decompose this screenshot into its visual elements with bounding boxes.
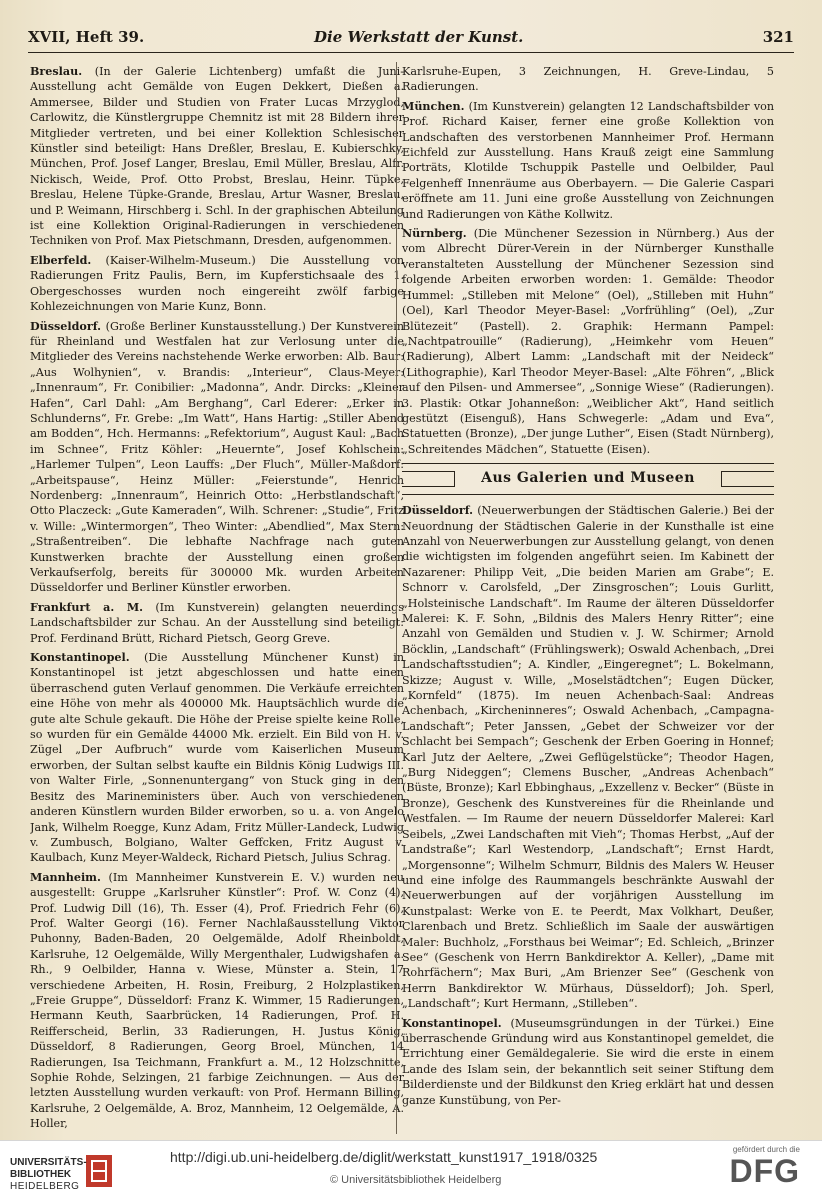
dfg-logo[interactable] [690,1145,800,1197]
ornament-left [402,471,455,487]
library-name-1: UNIVERSITÄTS- [10,1157,87,1168]
header-rule [28,52,794,53]
entry-elberfeld: Elberfeld. (Kaiser-Wilhelm-Museum.) Die Ausstellung von Radierungen Fritz Paulis, Bern, im Kupferstichsaale des 1. Obergeschosses wurden noch eingereiht zwölf farbige Kohlezeichnungen von Marie Kunz, Bonn. [30,253,404,314]
library-name-3: HEIDELBERG [10,1181,80,1192]
running-header [28,24,794,52]
library-name-2: BIBLIOTHEK [10,1169,72,1180]
entry-frankfurt: Frankfurt a. M. (Im Kunstverein) gelangten neuerdings Landschaftsbilder zur Schau. An der Ausstellung sind beteiligt: Prof. Ferdinand Brütt, Richard Pietsch, Georg Greve. [30,600,404,645]
viewer-footer [0,1140,822,1202]
entry-muenchen: München. (Im Kunstverein) gelangten 12 Landschaftsbilder von Prof. Richard Kaiser, ferner eine große Kollektion von Landschaften des verstorbenen Mannheimer Prof. Hermann Eichfeld zur Ausstellung. Hans Krauß zeigt eine Sammlung Porträts, Klotilde Tschuppik Pastelle und Oelbilder, Paul Felgenheff Innenräume aus Oberbayern. — Die Galerie Caspari eröffnete am 11. Juni eine große Ausstellung von Zeichnungen und Radierungen von Käthe Kollwitz. [402,99,774,221]
entry-nuernberg: Nürnberg. (Die Münchener Sezession in Nürnberg.) Aus der vom Albrecht Dürer-Verein in der Nürnberger Kunsthalle veranstalteten Ausstellung der Münchener Sezession sind folgende Arbeiten erworben worden: 1. Gemälde: Theodor Hummel: „Stilleben mit Melone“ (Oel), „Stilleben mit Huhn“ (Oel), Karl Theodor Meyer-Basel: „Vorfrühling“ (Oel), „Zur Blütezeit“ (Pastell). 2. Graphik: Hermann Pampel: „Nachtpatrouille“ (Radierung), „Heimkehr vom Heuen“ (Radierung), Albert Lamm: „Landschaft mit der Neideck“ (Lithographie), Karl Theodor Meyer-Basel: „Alte Föhren“, „Blick auf den Pilsen- und Ammersee“, „Sonnige Wiese“ (Radierungen). 3. Plastik: Otkar Johanneßon: „Weiblicher Akt“, Hand seitlich gestützt (Eisenguß), Hans Schwegerle: „Adam und Eva“, Statuetten (Bronze), „Der junge Luther“, Eisen (Stadt Nürnberg), „Schreitendes Mädchen“, Statuette (Eisen). [402,227,774,456]
journal-title: Die Werkstatt der Kunst. [314,28,524,46]
entry-duesseldorf: Düsseldorf. (Große Berliner Kunstausstellung.) Der Kunstverein für Rheinland und Westfalen hat zur Verlosung unter die Mitglieder des Vereins nachstehende Werke erworben: Alb. Baur: „Aus Wolhynien“, v. Brandis: „Interieur“, Claus-Meyer: „Innenraum“, Fr. Conibilier: „Madonna“, Andr. Dircks: „Kleiner Hafen“, Carl Dahl: „Am Berghang“, Carl Ederer: „Erker in Schlunderns“, Fr. Grebe: „Im Watt“, Hans Hartig: „Stiller Abend am Bodden“, Hch. Hermanns: „Refektorium“, August Kaul: „Bach im Schnee“, Fritz Köhler: „Heuernte“, Josef Kohlschein: „Harlemer Tulpen“, Leon Lauffs: „Der Fluch“, Müller-Maßdorf: „Arbeitspause“, Heinz Müller: „Feierstunde“, Henrich Nordenberg: „Innenraum“, Heinrich Otto: „Herbstlandschaft“, Otto Placzeck: „Gute Kameraden“, Wilh. Schrener: „Studie“, Fritz v. Wille: „Wintermorgen“, Theo Winter: „Abendlied“, Max Stern: „Straßentreiben“. Die lebhafte Nachfrage nach guten Kunstwerken brachte der Ausstellung einen großen Verkaufserfolg, bereits für 300000 Mk. wurden Arbeiten Düsseldorfer und Berliner Künstler erworben. [30,319,404,595]
permalink[interactable]: http://digi.ub.uni-heidelberg.de/diglit/werkstatt_kunst1917_1918/0325 [170,1149,598,1165]
section-title: Aus Galerien und Museen [481,470,695,487]
funder-note: gefördert durch die [732,1145,800,1154]
column-divider [396,62,397,1134]
page-number: 321 [762,28,794,46]
entry-duesseldorf-galerie: Düsseldorf. (Neuerwerbungen der Städtischen Galerie.) Bei der Neuordnung der Städtischen Galerie in der Kunsthalle ist eine Anzahl von Neuerwerbungen zur Ausstellung gelangt, von denen die wichtigsten im folgenden angeführt seien. Im Kabinett der Nazarener: Philipp Veit, „Die beiden Marien am Grabe“; E. Schnorr v. Carolsfeld, „Der Zinsgroschen“; Louis Gurlitt, „Holsteinische Landschaft“. Im Raume der älteren Düsseldorfer Malerei: K. F. Sohn, „Bildnis des Malers Henry Ritter“; eine Anzahl von Gemälden und Studien v. J. W. Schirmer; Arnold Böcklin, „Landschaft“ (Frühlingswerk); Oswald Achenbach, „Drei Landschaftsstudien“; A. Kindler, „Eingeregnet“; L. Bokelmann, Skizze; August v. Wille, „Moselstädtchen“; Eugen Dücker, „Kornfeld“ (1875). Im neuen Achenbach-Saal: Andreas Achenbach, „Kircheninneres“; Oswald Achenbach, „Campagna-Landschaft“; Peter Janssen, „Gebet der Schweizer vor der Schlacht bei Sempach“; Geschenk der Erben Goering in Honnef; Karl Jutz der Aeltere, „Zwei Geflügelstücke“; Theodor Hagen, „Burg Nideggen“; Clemens Buscher, „Andreas Achenbach“ (Büste, Bronze); Karl Ebbinghaus, „Exzellenz v. Becker“ (Büste in Bronze), Geschenk des Kunstvereines für die Rheinlande und Westfalen. — Im Raume der neuern Düsseldorfer Malerei: Karl Seibels, „Zwei Landschaften mit Vieh“; Thomas Herbst, „Auf der Landstraße“; Karl Westendorp, „Landschaft“; Ernst Hardt, „Morgensonne“; Wilhelm Schmurr, Bildnis des Malers W. Heuser und eine infolge des Raummangels beschränkte Auswahl der Neuerwerbungen auf der vorjährigen Ausstellung im Kunstpalast: Werke von E. te Peerdt, Max Volkhart, Deußer, Clarenbach und Bretz. Schließlich im Saale der auswärtigen Maler: Buchholz, „Forsthaus bei Weimar“; Ed. Schleich, „Brinzer See“ (Geschenk von Herrn Bankdirektor A. Keller), „Dame mit Rohrfächern“; Max Buri, „Am Brienzer See“ (Geschenk von Herrn Bankdirektor W. Mürhaus, Düsseldorf); Joh. Sperl, „Landschaft“; Kurt Hermann, „Stilleben“. [402,504,774,1011]
entry-mannheim: Mannheim. (Im Mannheimer Kunstverein E. V.) wurden neu ausgestellt: Gruppe „Karlsruher Künstler“: Prof. W. Conz (4), Prof. Ludwig Dill (16), Th. Esser (4), Prof. Friedrich Fehr (6), Prof. Walter Georgi (16). Ferner Nachlaßausstellung Viktor Puhonny, Baden-Baden, 20 Oelgemälde, Adolf Rheinboldt, Karlsruhe, 12 Oelgemälde, Willy Mergenthaler, Ludwigshafen a. Rh., 9 Oelbilder, Hanna v. Wiese, Münster a. Stein, 17 verschiedene Arbeiten, H. Rosin, Freiburg, 2 Holzplastiken, „Freie Gruppe“, Düsseldorf: Franz K. Wimmer, 15 Radierungen, Hermann Keuth, Saarbrücken, 14 Radierungen, Prof. H. Reifferscheid, Berlin, 33 Radierungen, H. Justus König, Düsseldorf, 8 Radierungen, Georg Broel, München, 14 Radierungen, Isa Teichmann, Frankfurt a. M., 12 Holzschnitte, Sophie Rohde, Selzingen, 21 farbige Zeichnungen. — Aus der letzten Ausstellung wurden verkauft: von Prof. Hermann Billing, Karlsruhe, 2 Oelgemälde, A. Broz, Mannheim, 12 Oelgemälde, A. Holler, [30,870,404,1131]
library-logo[interactable] [6,1147,156,1197]
volume-issue: XVII, Heft 39. [28,28,145,46]
entry-breslau: Breslau. (In der Galerie Lichtenberg) umfaßt die Juni-Ausstellung acht Gemälde von Eugen Dekkert, Dießen a. Ammersee, Bilder und Studien von Frater Lucas Mrzyglod, Carlowitz, die Künstlergruppe Chemnitz ist mit 28 Bildern ihrer Mitglieder vertreten, und bei einer Kollektion Schlesischer Künstler sind beteiligt: Hans Dreßler, Breslau, E. Kubierschky, München, Prof. Josef Langer, Breslau, Emil Müller, Breslau, Alfr. Nickisch, Weide, Prof. Otto Probst, Breslau, Heinr. Tüpke, Breslau, Helene Tüpke-Grande, Breslau, Artur Wasner, Breslau, und P. Weimann, Hirschberg i. Schl. In der graphischen Abteilung ist eine Kollektion Original-Radierungen in verschiedenen Techniken von Prof. Max Pietschmann, Dresden, aufgenommen. [30,65,404,248]
entry-karlsruhe-continued: Karlsruhe-Eupen, 3 Zeichnungen, H. Greve-Lindau, 5 Radierungen. [402,65,774,94]
entry-konstantinopel: Konstantinopel. (Die Ausstellung Münchener Kunst) in Konstantinopel ist jetzt abgeschlossen und hatte einen überraschend guten Verlauf genommen. Die Verkäufe erreichten eine Höhe von mehr als 400000 Mk. Hauptsächlich wurde die gute alte Schule gekauft. Die Höhe der Preise spielte keine Rolle, so wurden für ein Gemälde 44000 Mk. erzielt. Ein Bild von H. v. Zügel „Der Aufbruch“ wurde vom Kaiserlichen Museum erworben, der Sultan selbst kaufte ein Bildnis König Ludwigs III. von Walter Firle, „Sonnenuntergang“ von Stuck ging in den Besitz des Marineministers über. Auch von verschiedenen anderen Künstlern wurden Bilder erworben, so u. a. von Angelo Jank, Wilhelm Roegge, Kunz Adam, Fritz Müller-Landeck, Ludwig v. Zumbusch, Bolgiano, Walter Geffcken, Fritz August v. Kaulbach, Kunz Meyer-Waldeck, Richard Pietsch, Julius Schrag. [30,651,404,865]
right-column [402,64,774,1134]
section-heading [402,463,774,495]
funder-name: DFG [729,1153,800,1189]
entry-konstantinopel-museum: Konstantinopel. (Museumsgründungen in der Türkei.) Eine überraschende Gründung wird aus Konstantinopel gemeldet, die Errichtung einer Gemäldegalerie. Sie wird die erste in einem Lande des Islam sein, der bekanntlich seit seiner Stiftung dem Bilderdienste und der Bildkunst den Krieg erklärt hat und dessen ganze Kunstübung, von Per- [402,1016,774,1107]
library-seal-icon [84,1151,114,1191]
ornament-right [721,471,774,487]
copyright-notice: © Universitätsbibliothek Heidelberg [330,1174,502,1186]
left-column [30,64,404,1134]
